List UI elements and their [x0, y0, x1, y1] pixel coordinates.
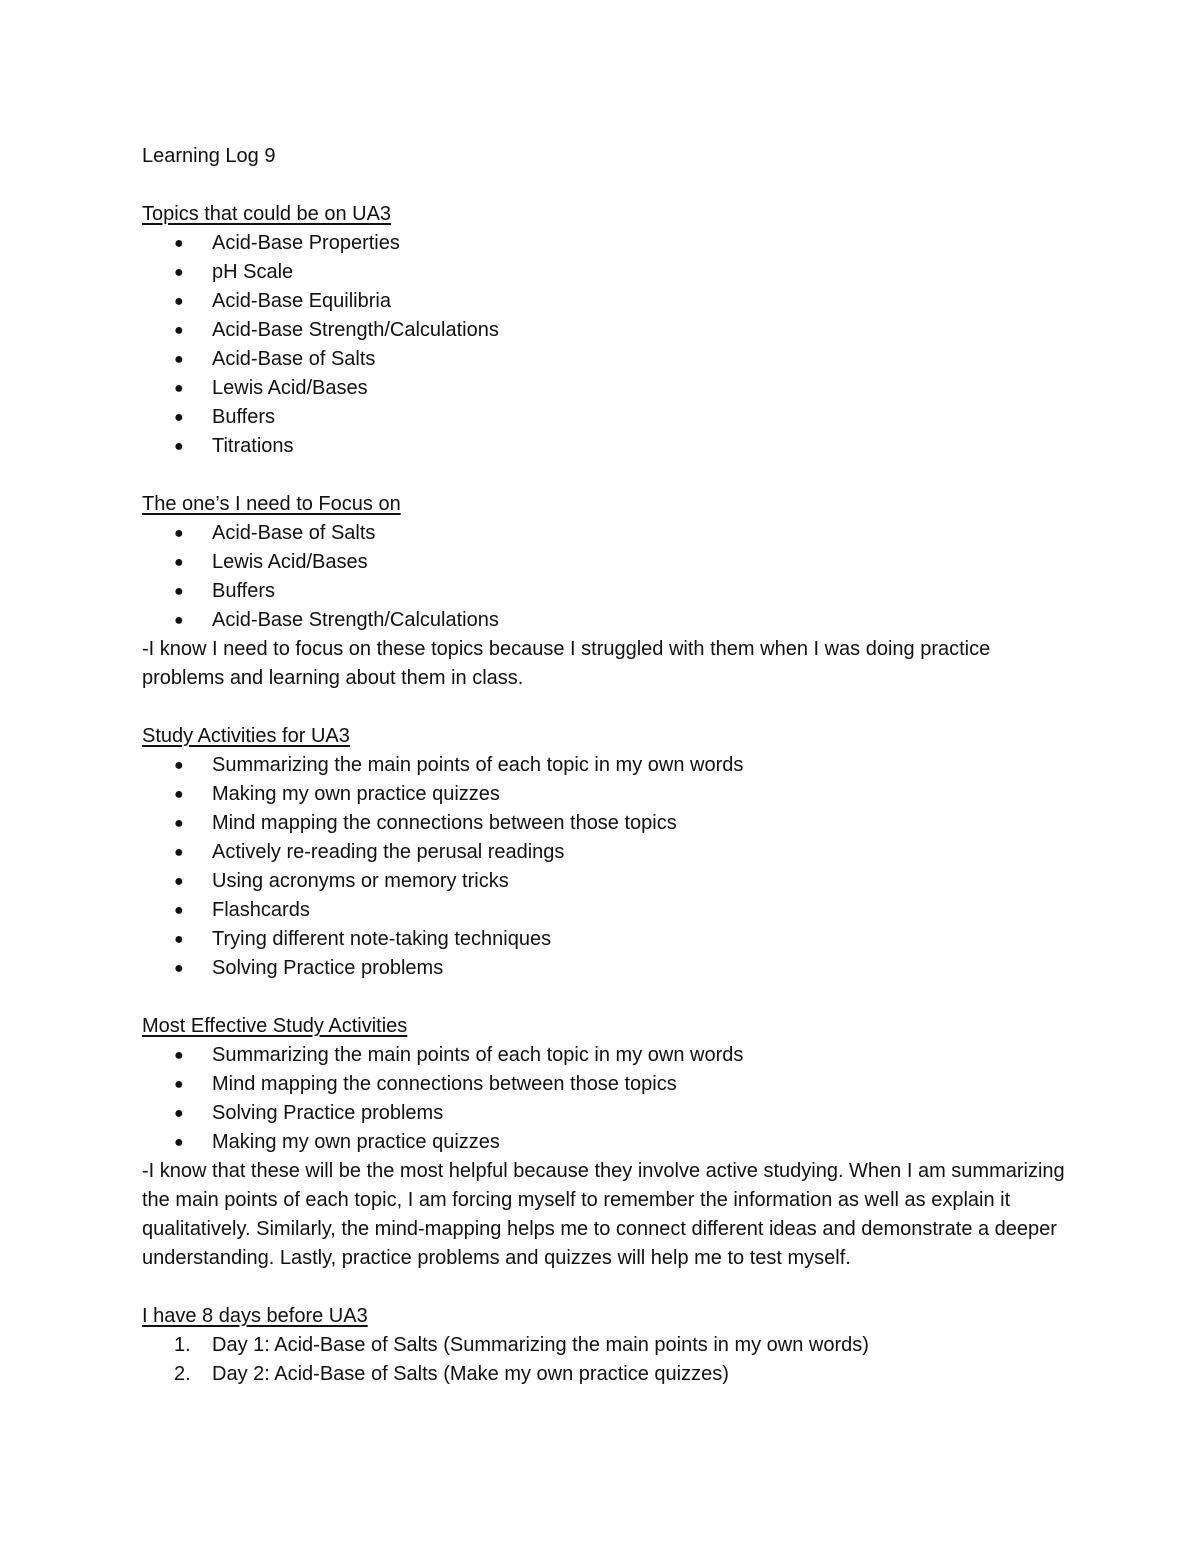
list-item: ● Lewis Acid/Bases: [142, 548, 1072, 577]
list-item: ● Acid-Base of Salts: [142, 345, 1072, 374]
list-item: ● Buffers: [142, 577, 1072, 606]
document-title: Learning Log 9: [142, 145, 276, 167]
section-effective: [142, 1012, 1072, 1273]
list-item: ● Lewis Acid/Bases: [142, 374, 1072, 403]
document-page: [142, 142, 1072, 1418]
list-item: ● Acid-Base Strength/Calculations: [142, 606, 1072, 635]
bullet-icon: ●: [174, 873, 184, 890]
bullet-icon: ●: [174, 583, 184, 600]
bullet-icon: ●: [174, 1105, 184, 1122]
list-item: ● Using acronyms or memory tricks: [142, 867, 1072, 896]
list-item: ● Acid-Base Properties: [142, 229, 1072, 258]
list-number: 2.: [174, 1363, 191, 1385]
section-activities: [142, 722, 1072, 983]
topics-list: [142, 229, 1072, 461]
section-topics: [142, 200, 1072, 461]
list-item: ● Acid-Base of Salts: [142, 519, 1072, 548]
section-heading-topics: Topics that could be on UA3: [142, 203, 392, 225]
bullet-icon: ●: [174, 525, 184, 542]
list-item: ● Mind mapping the connections between those topics: [142, 1070, 1072, 1099]
list-item: ● Summarizing the main points of each topic in my own words: [142, 751, 1072, 780]
focus-note: -I know I need to focus on these topics because I struggled with them when I was doing practice problems and learning about them in class.: [142, 638, 991, 689]
bullet-icon: ●: [174, 351, 184, 368]
list-item: ● Flashcards: [142, 896, 1072, 925]
list-item: ● Making my own practice quizzes: [142, 780, 1072, 809]
section-heading-effective: Most Effective Study Activities: [142, 1015, 408, 1037]
section-heading-focus: The one’s I need to Focus on: [142, 493, 401, 515]
section-heading-plan: I have 8 days before UA3: [142, 1305, 368, 1327]
bullet-icon: ●: [174, 757, 184, 774]
plan-list: [142, 1331, 1072, 1389]
list-item: 1. Day 1: Acid-Base of Salts (Summarizing the main points in my own words): [142, 1331, 1072, 1360]
effective-list: [142, 1041, 1072, 1157]
list-item: ● Solving Practice problems: [142, 954, 1072, 983]
list-item: ● Solving Practice problems: [142, 1099, 1072, 1128]
bullet-icon: ●: [174, 844, 184, 861]
list-item: ● Summarizing the main points of each topic in my own words: [142, 1041, 1072, 1070]
list-item: ● Actively re-reading the perusal readings: [142, 838, 1072, 867]
bullet-icon: ●: [174, 612, 184, 629]
bullet-icon: ●: [174, 1134, 184, 1151]
bullet-icon: ●: [174, 786, 184, 803]
bullet-icon: ●: [174, 554, 184, 571]
bullet-icon: ●: [174, 815, 184, 832]
bullet-icon: ●: [174, 235, 184, 252]
bullet-icon: ●: [174, 322, 184, 339]
bullet-icon: ●: [174, 960, 184, 977]
list-item: ● Titrations: [142, 432, 1072, 461]
bullet-icon: ●: [174, 409, 184, 426]
list-item: ● pH Scale: [142, 258, 1072, 287]
bullet-icon: ●: [174, 931, 184, 948]
list-item: ● Acid-Base Strength/Calculations: [142, 316, 1072, 345]
list-item: ● Buffers: [142, 403, 1072, 432]
list-item: 2. Day 2: Acid-Base of Salts (Make my own practice quizzes): [142, 1360, 1072, 1389]
bullet-icon: ●: [174, 438, 184, 455]
list-item: ● Acid-Base Equilibria: [142, 287, 1072, 316]
section-focus: [142, 490, 1072, 693]
list-item: ● Mind mapping the connections between those topics: [142, 809, 1072, 838]
bullet-icon: ●: [174, 380, 184, 397]
bullet-icon: ●: [174, 293, 184, 310]
effective-note: -I know that these will be the most helpful because they involve active studying. When I am summarizing the main points of each topic, I am forcing myself to remember the information as well as explain it qualitatively. Similarly, the mind-mapping helps me to connect different ideas and demonstrate a deeper understanding. Lastly, practice problems and quizzes will help me to test myself.: [142, 1160, 1065, 1269]
activities-list: [142, 751, 1072, 983]
bullet-icon: ●: [174, 1047, 184, 1064]
list-item: ● Trying different note-taking techniques: [142, 925, 1072, 954]
focus-list: [142, 519, 1072, 635]
section-heading-activities: Study Activities for UA3: [142, 725, 350, 747]
bullet-icon: ●: [174, 902, 184, 919]
bullet-icon: ●: [174, 1076, 184, 1093]
bullet-icon: ●: [174, 264, 184, 281]
list-item: ● Making my own practice quizzes: [142, 1128, 1072, 1157]
section-plan: [142, 1302, 1072, 1389]
list-number: 1.: [174, 1334, 191, 1356]
